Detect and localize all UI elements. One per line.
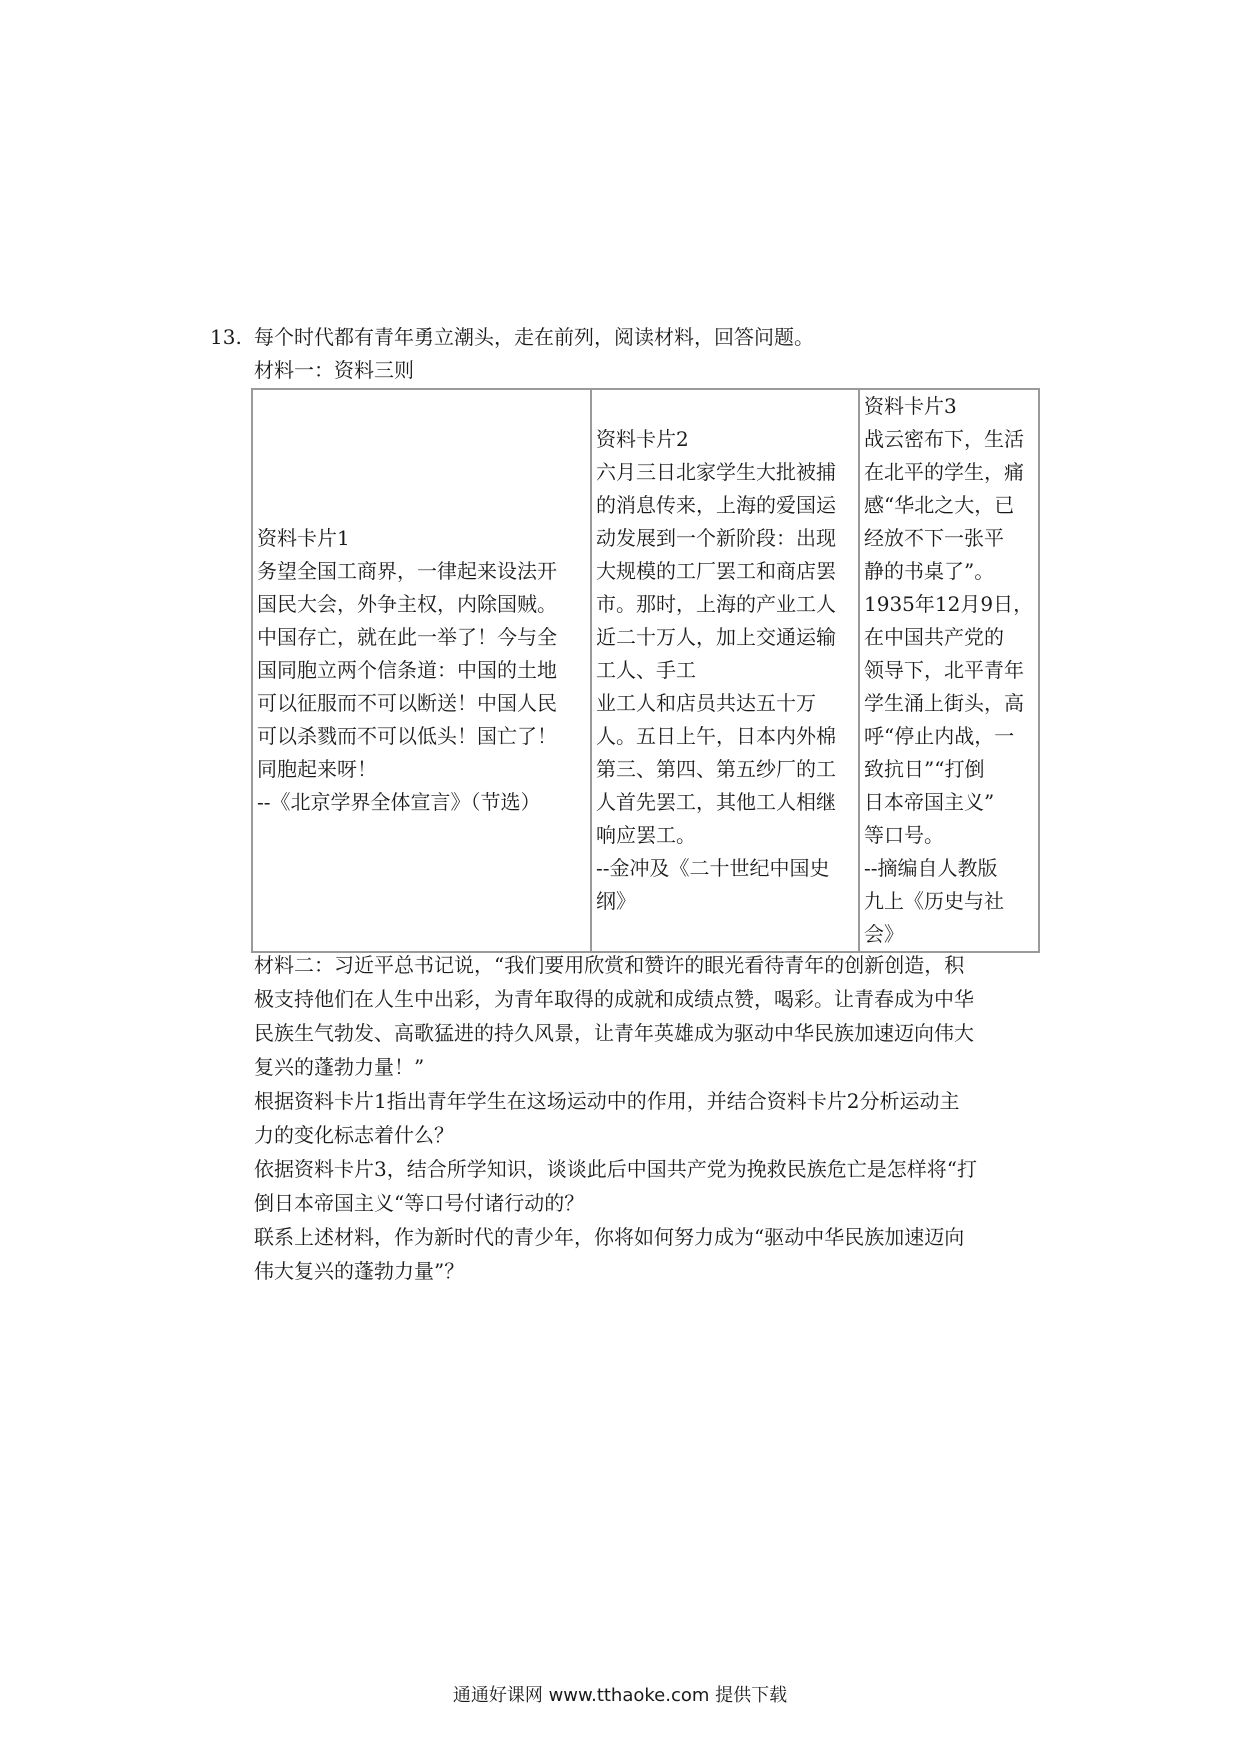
question-2-line: 依据资料卡片3，结合所学知识，谈谈此后中国共产党为挽救民族危亡是怎样将“打	[254, 1157, 977, 1181]
card-3-line: 呼“停止内战，一	[864, 724, 1015, 748]
footer-watermark: 通通好课网 www.tthaoke.com 提供下载	[452, 1685, 788, 1706]
card-1-line: 务望全国工商界，一律起来设法开	[257, 559, 557, 583]
card-2-line: 业工人和店员共达五十万	[596, 691, 816, 715]
card-1-line: 可以杀戮而不可以低头！国亡了！	[257, 724, 557, 748]
card-3-line: 1935年12月9日，	[864, 592, 1034, 616]
card-2-line: 大规模的工厂罢工和商店罢	[596, 559, 836, 583]
card-2	[591, 389, 859, 952]
material-two-line: 复兴的蓬勃力量！”	[254, 1055, 425, 1079]
card-3-line: 日本帝国主义”	[864, 790, 995, 814]
material-two-line: 极支持他们在人生中出彩，为青年取得的成就和成绩点赞，喝彩。让青春成为中华	[254, 987, 974, 1011]
card-2-source: 纲》	[596, 889, 636, 913]
question-1-line: 根据资料卡片1指出青年学生在这场运动中的作用，并结合资料卡片2分析运动主	[254, 1089, 960, 1113]
question-3-line: 联系上述材料，作为新时代的青少年，你将如何努力成为“驱动中华民族加速迈向	[254, 1225, 965, 1249]
card-2-line: 的消息传来，上海的爱国运	[596, 493, 836, 517]
card-3-source: 会》	[864, 922, 904, 946]
card-3-source: --摘编自人教版	[864, 856, 998, 880]
card-3-title: 资料卡片3	[864, 394, 957, 418]
material-two-line: 材料二：习近平总书记说，“我们要用欣赏和赞许的眼光看待青年的创新创造，积	[254, 953, 965, 977]
question-stem	[210, 322, 1040, 352]
card-2-line: 第三、第四、第五纱厂的工	[596, 757, 836, 781]
card-1-line: 中国存亡，就在此一举了！今与全	[257, 625, 557, 649]
card-3-line: 领导下，北平青年	[864, 658, 1024, 682]
card-3-line: 经放不下一张平	[864, 526, 1004, 550]
card-1-line: 国同胞立两个信条道：中国的土地	[257, 658, 557, 682]
material-cards-table	[251, 388, 1040, 953]
material-two-line: 民族生气勃发、高歌猛进的持久风景，让青年英雄成为驱动中华民族加速迈向伟大	[254, 1021, 974, 1045]
card-2-title: 资料卡片2	[596, 427, 689, 451]
card-3-line: 感“华北之大，已	[864, 493, 1015, 517]
card-3-line: 等口号。	[864, 823, 944, 847]
card-1-line: 国民大会，外争主权，内除国贼。	[257, 592, 557, 616]
card-1-title: 资料卡片1	[257, 526, 350, 550]
card-3	[859, 389, 1039, 952]
card-2-line: 近二十万人，加上交通运输	[596, 625, 836, 649]
card-2-line: 人首先罢工，其他工人相继	[596, 790, 836, 814]
card-3-source: 九上《历史与社	[864, 889, 1004, 913]
card-2-line: 响应罢工。	[596, 823, 696, 847]
card-1-source: --《北京学界全体宣言》（节选）	[257, 790, 541, 814]
card-2-line: 六月三日北家学生大批被捕	[596, 460, 836, 484]
card-2-line: 市。那时，上海的产业工人	[596, 592, 836, 616]
question-stem-text: 每个时代都有青年勇立潮头，走在前列，阅读材料，回答问题。	[254, 325, 814, 349]
question-2-line: 倒日本帝国主义“等口号付诸行动的？	[254, 1191, 585, 1215]
card-2-line: 人。五日上午，日本内外棉	[596, 724, 836, 748]
card-2-line: 动发展到一个新阶段：出现	[596, 526, 836, 550]
card-3-line: 致抗日”“打倒	[864, 757, 985, 781]
question-3-line: 伟大复兴的蓬勃力量”？	[254, 1259, 465, 1283]
question-1-line: 力的变化标志着什么？	[254, 1123, 454, 1147]
card-2-line: 工人、手工	[596, 658, 696, 682]
material-one-label: 材料一：资料三则	[254, 358, 414, 382]
card-1-line: 同胞起来呀！	[257, 757, 377, 781]
card-3-line: 静的书桌了”。	[864, 559, 995, 583]
card-1-line: 可以征服而不可以断送！中国人民	[257, 691, 557, 715]
card-3-line: 在北平的学生，痛	[864, 460, 1024, 484]
card-2-source: --金冲及《二十世纪中国史	[596, 856, 830, 880]
body-text	[254, 948, 1040, 1288]
card-3-line: 在中国共产党的	[864, 625, 1004, 649]
card-3-line: 学生涌上街头，高	[864, 691, 1024, 715]
card-3-line: 战云密布下，生活	[864, 427, 1024, 451]
card-1	[252, 389, 591, 952]
question-number: 13.	[210, 325, 242, 349]
